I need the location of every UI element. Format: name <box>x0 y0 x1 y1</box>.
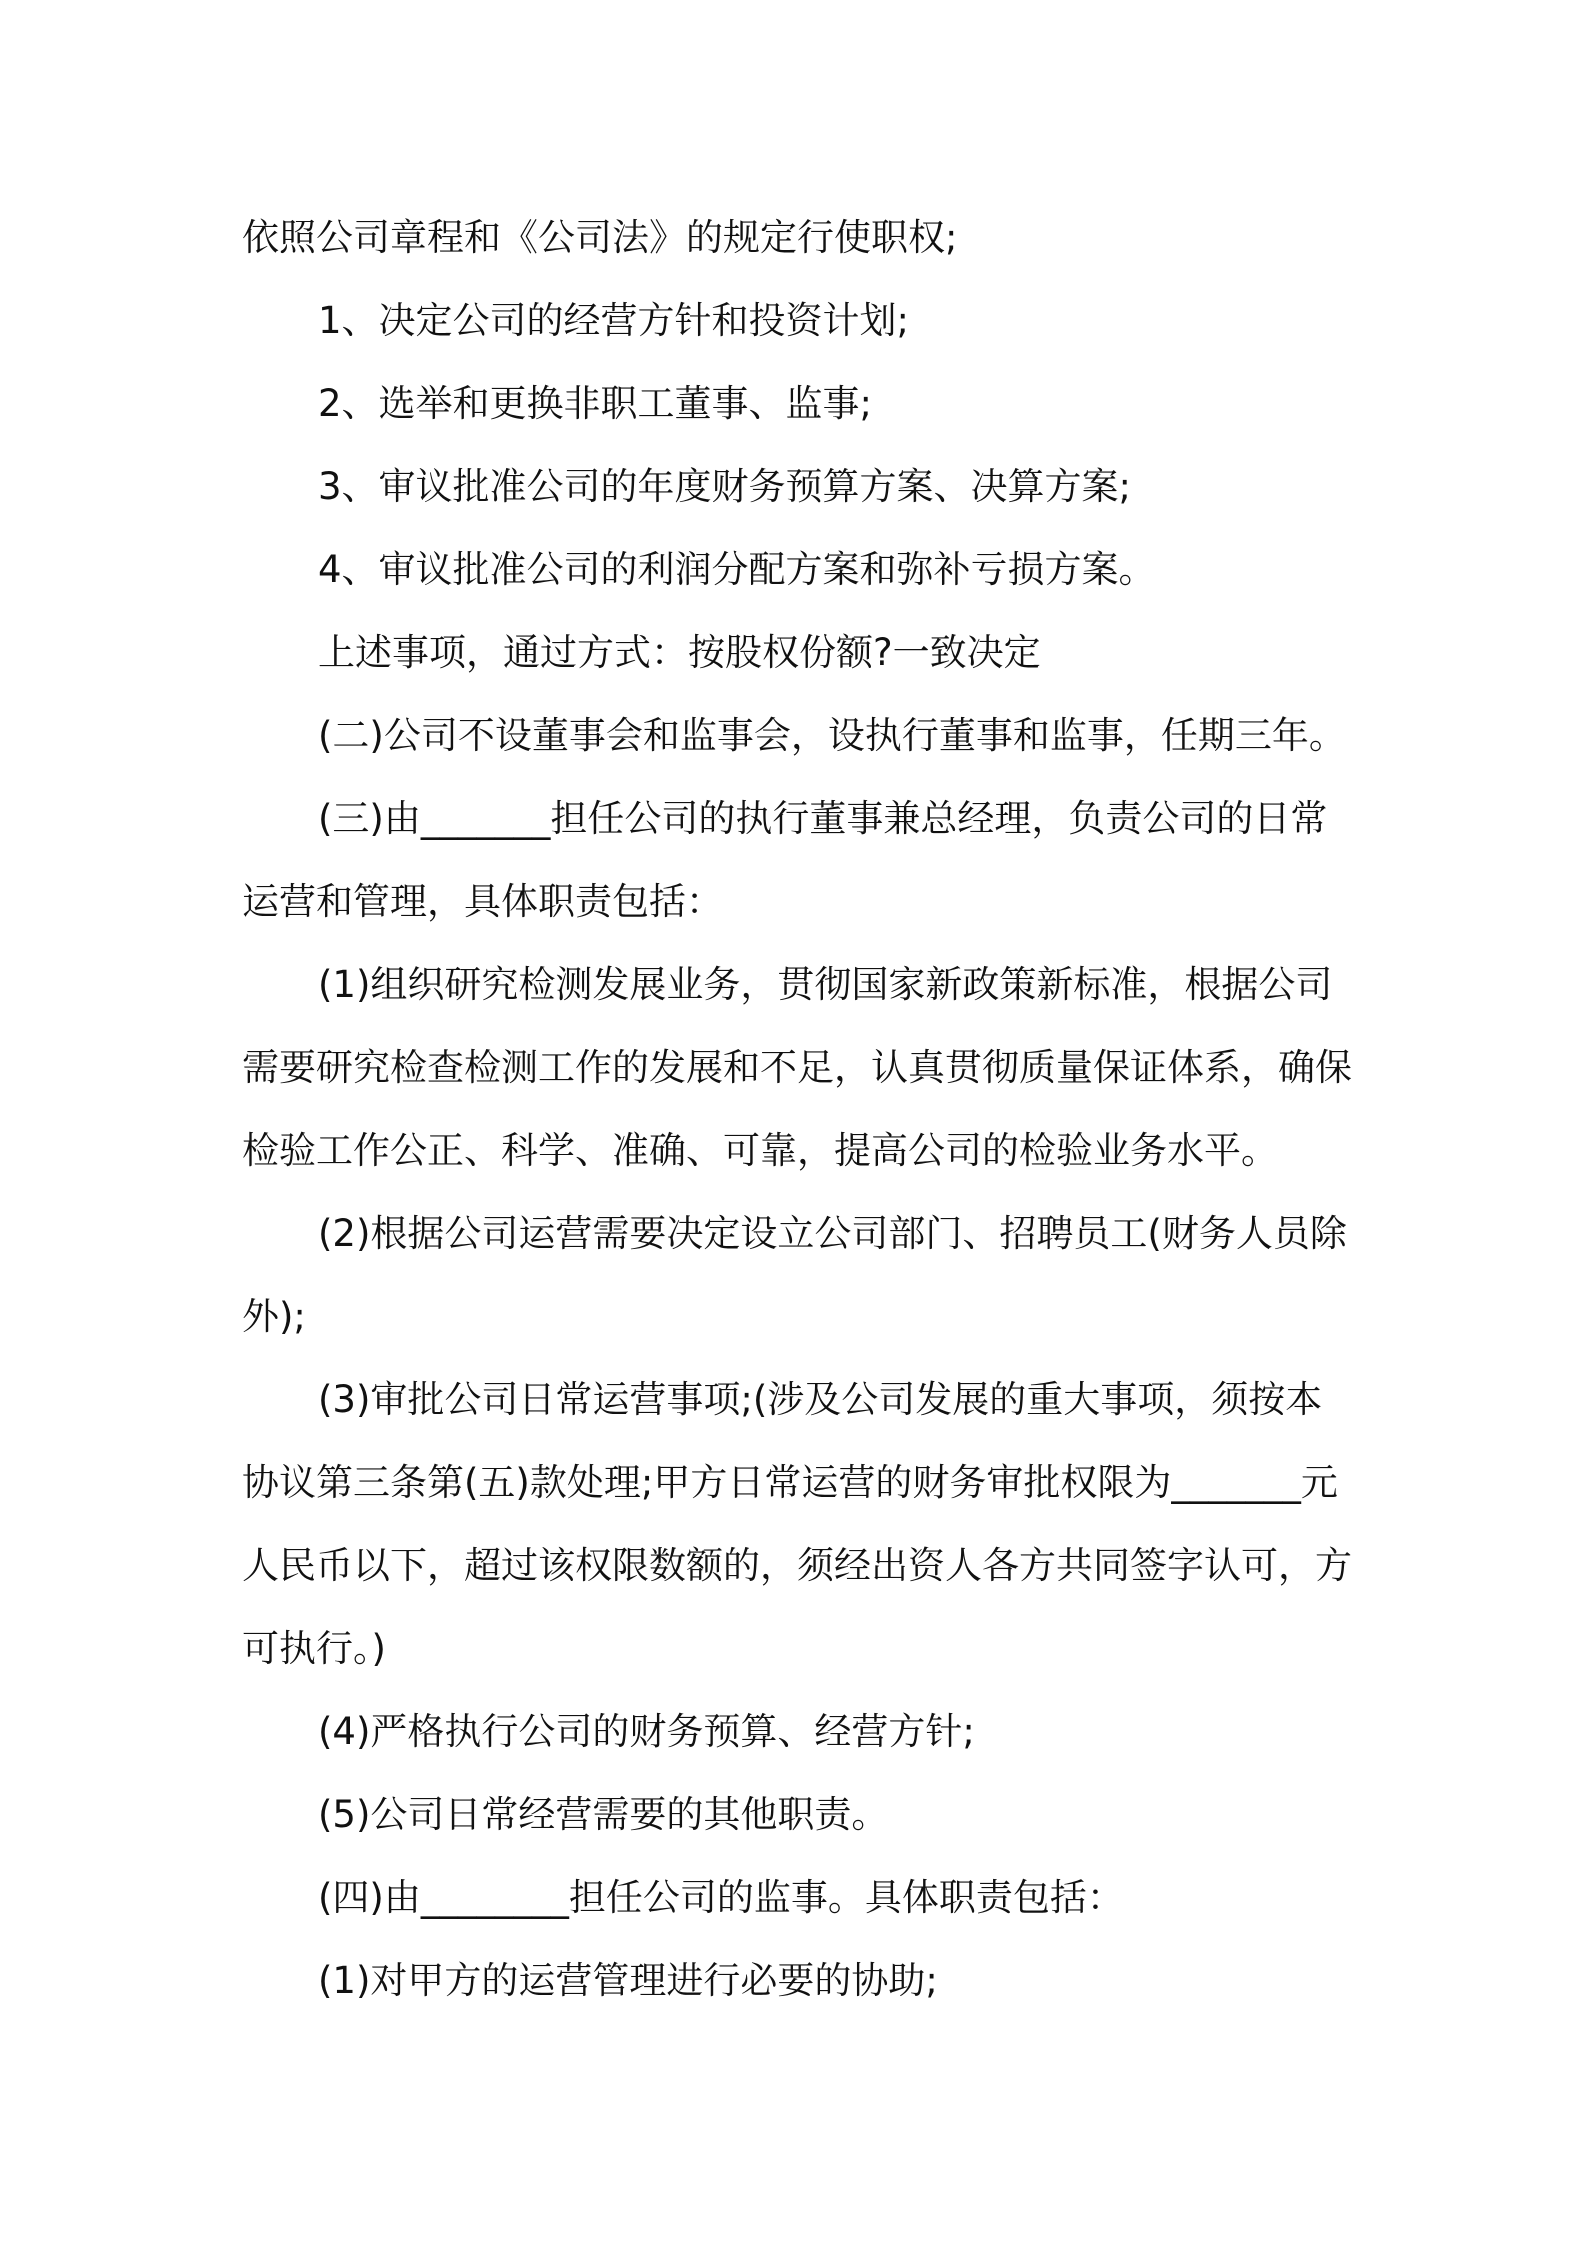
paragraph-duty-2: (2)根据公司运营需要决定设立公司部门、招聘员工(财务人员除外); <box>242 1212 1347 1338</box>
paragraph-item-4: 4、审议批准公司的利润分配方案和弥补亏损方案。 <box>318 548 1156 591</box>
document-body <box>242 196 1352 2022</box>
paragraph-voting-method: 上述事项，通过方式：按股权份额?一致决定 <box>318 631 1041 674</box>
paragraph-item-1: 1、决定公司的经营方针和投资计划; <box>318 299 910 342</box>
paragraph-duty-1: (1)组织研究检测发展业务，贯彻国家新政策新标准，根据公司需要研究检查检测工作的发展和不足，认真贯彻质量保证体系，确保检验工作公正、科学、准确、可靠，提高公司的检验业务水平。 <box>242 963 1352 1172</box>
paragraph-duty-5: (5)公司日常经营需要的其他职责。 <box>318 1793 889 1836</box>
paragraph-duty-4: (4)严格执行公司的财务预算、经营方针; <box>318 1710 975 1753</box>
paragraph-section-4: (四)由________担任公司的监事。具体职责包括： <box>318 1876 1124 1919</box>
paragraph-intro: 依照公司章程和《公司法》的规定行使职权; <box>242 216 958 259</box>
paragraph-supervisor-duty-1: (1)对甲方的运营管理进行必要的协助; <box>318 1959 938 2002</box>
paragraph-item-2: 2、选举和更换非职工董事、监事; <box>318 382 873 425</box>
paragraph-item-3: 3、审议批准公司的年度财务预算方案、决算方案; <box>318 465 1132 508</box>
paragraph-section-3: (三)由_______担任公司的执行董事兼总经理，负责公司的日常运营和管理，具体职责包括： <box>242 797 1328 923</box>
paragraph-duty-3: (3)审批公司日常运营事项;(涉及公司发展的重大事项，须按本协议第三条第(五)款处理;甲方日常运营的财务审批权限为_______元人民币以下，超过该权限数额的，须经出资人各方共同签字认可，方可执行。) <box>242 1378 1352 1670</box>
paragraph-section-2: (二)公司不设董事会和监事会，设执行董事和监事，任期三年。 <box>318 714 1346 757</box>
